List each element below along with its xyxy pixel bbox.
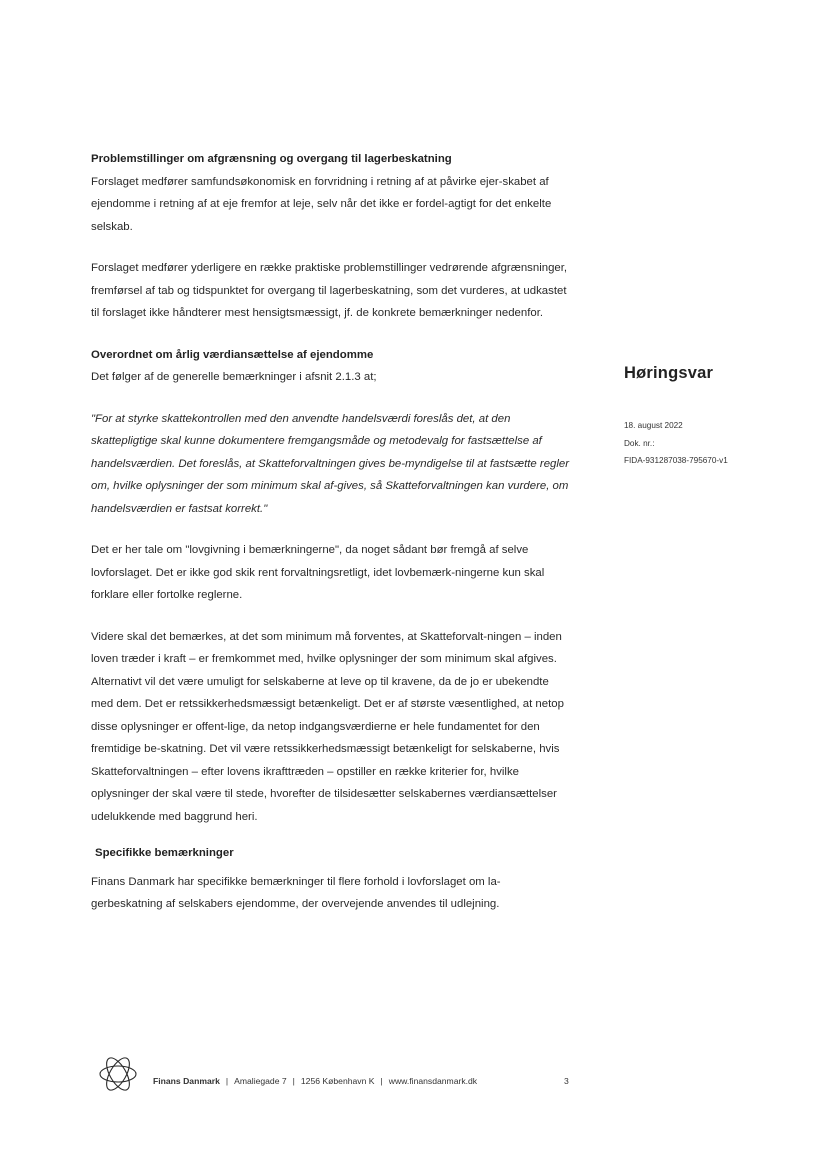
paragraph-problemstillinger: Forslaget medfører yderligere en række praktiske problemstillinger vedrørende afgrænsninger, fremførsel af tab og tidspunktet for overgang til lagerbeskatning, som det vurderes, at udkastet til forslaget ikke håndterer mest hensigtsmæssigt, jf. de konkrete bemærkninger nedenfor.	[91, 262, 568, 319]
document-number-label: Dok. nr.:	[624, 438, 655, 448]
section-heading-vaerdiansaettelse: Overordnet om årlig værdiansættelse af ejendomme	[91, 348, 374, 361]
footer-separator: |	[380, 1076, 383, 1086]
footer-line	[153, 1076, 477, 1086]
document-type: Høringsvar	[624, 364, 714, 382]
page-footer	[96, 1052, 596, 1100]
footer-website-link[interactable]: www.finansdanmark.dk	[388, 1076, 478, 1086]
document-number: FIDA-931287038-795670-v1	[624, 456, 728, 465]
paragraph-specifikke: Finans Danmark har specifikke bemærkninger til flere forhold i lovforslaget om la-gerbeskatning af selskabers ejendomme, der overvejende anvendes til udlejning.	[91, 875, 501, 910]
finans-danmark-logo-icon	[96, 1052, 140, 1096]
footer-separator: |	[225, 1076, 229, 1086]
paragraph-forvridning: Forslaget medfører samfundsøkonomisk en forvridning i retning af at påvirke ejer-skabet af ejendomme i retning af at eje fremfor at leje, selv når det ikke er fordel-agtigt for det enkelte selskab.	[91, 175, 552, 233]
main-content	[91, 148, 571, 916]
quote-block: "For at styrke skattekontrollen med den anvendte handelsværdi foreslås det, at den skattepligtige skal kunne dokumentere fremgangsmåde og metodevalg for fastsættelse af handelsværdien. Det foreslås, at Skatteforvaltningen gives be-myndigelse til at fastsætte regler om, hvilke oplysninger der som minimum skal af-gives, så Skatteforvaltningen kan vurdere, om handelsværdien er fastsat korrekt."	[91, 412, 570, 515]
document-date: 18. august 2022	[624, 421, 683, 430]
paragraph-intro: Det følger af de generelle bemærkninger i afsnit 2.1.3 at;	[91, 371, 377, 383]
page-number: 3	[564, 1076, 569, 1086]
section-heading-afgraensning: Problemstillinger om afgrænsning og overgang til lagerbeskatning	[91, 153, 452, 165]
footer-address: Amaliegade 7	[234, 1076, 287, 1086]
section-heading-specifikke: Specifikke bemærkninger	[95, 847, 234, 859]
paragraph-lovgivning: Det er her tale om "lovgivning i bemærkningerne", da noget sådant bør fremgå af selve lovforslaget. Det er ikke god skik rent forvaltningsretligt, idet lovbemærk-ningerne kun skal forklare eller fortolke reglerne.	[91, 544, 545, 601]
footer-org-name: Finans Danmark	[153, 1076, 220, 1086]
footer-separator: |	[292, 1076, 295, 1086]
paragraph-retssikkerhed: Videre skal det bemærkes, at det som minimum må forventes, at Skatteforvalt-ningen – inden loven træder i kraft – er fremkommet med, hvilke oplysninger der som minimum skal afgives. Alternativt vil det være umuligt for selskaberne at leve op til kravene, da de jo er ubekendte med dem. Det er retssikkerhedsmæssigt betænkeligt. Det er af største væsentlighed, at netop disse oplysninger er offent-lige, da netop indgangsværdierne er hele fundamentet for den fremtidige be-skatning. Det vil være retssikkerhedsmæssigt betænkeligt for selskaberne, hvis Skatteforvaltningen – efter lovens ikrafttræden – opstiller en række kriterier for, hvilke oplysninger der skal være til stede, hvorefter de tilsidesætter selskabernes værdiansættelser udelukkende med baggrund heri.	[91, 630, 564, 823]
footer-city: 1256 København K	[300, 1076, 375, 1086]
document-sidebar	[624, 364, 814, 470]
